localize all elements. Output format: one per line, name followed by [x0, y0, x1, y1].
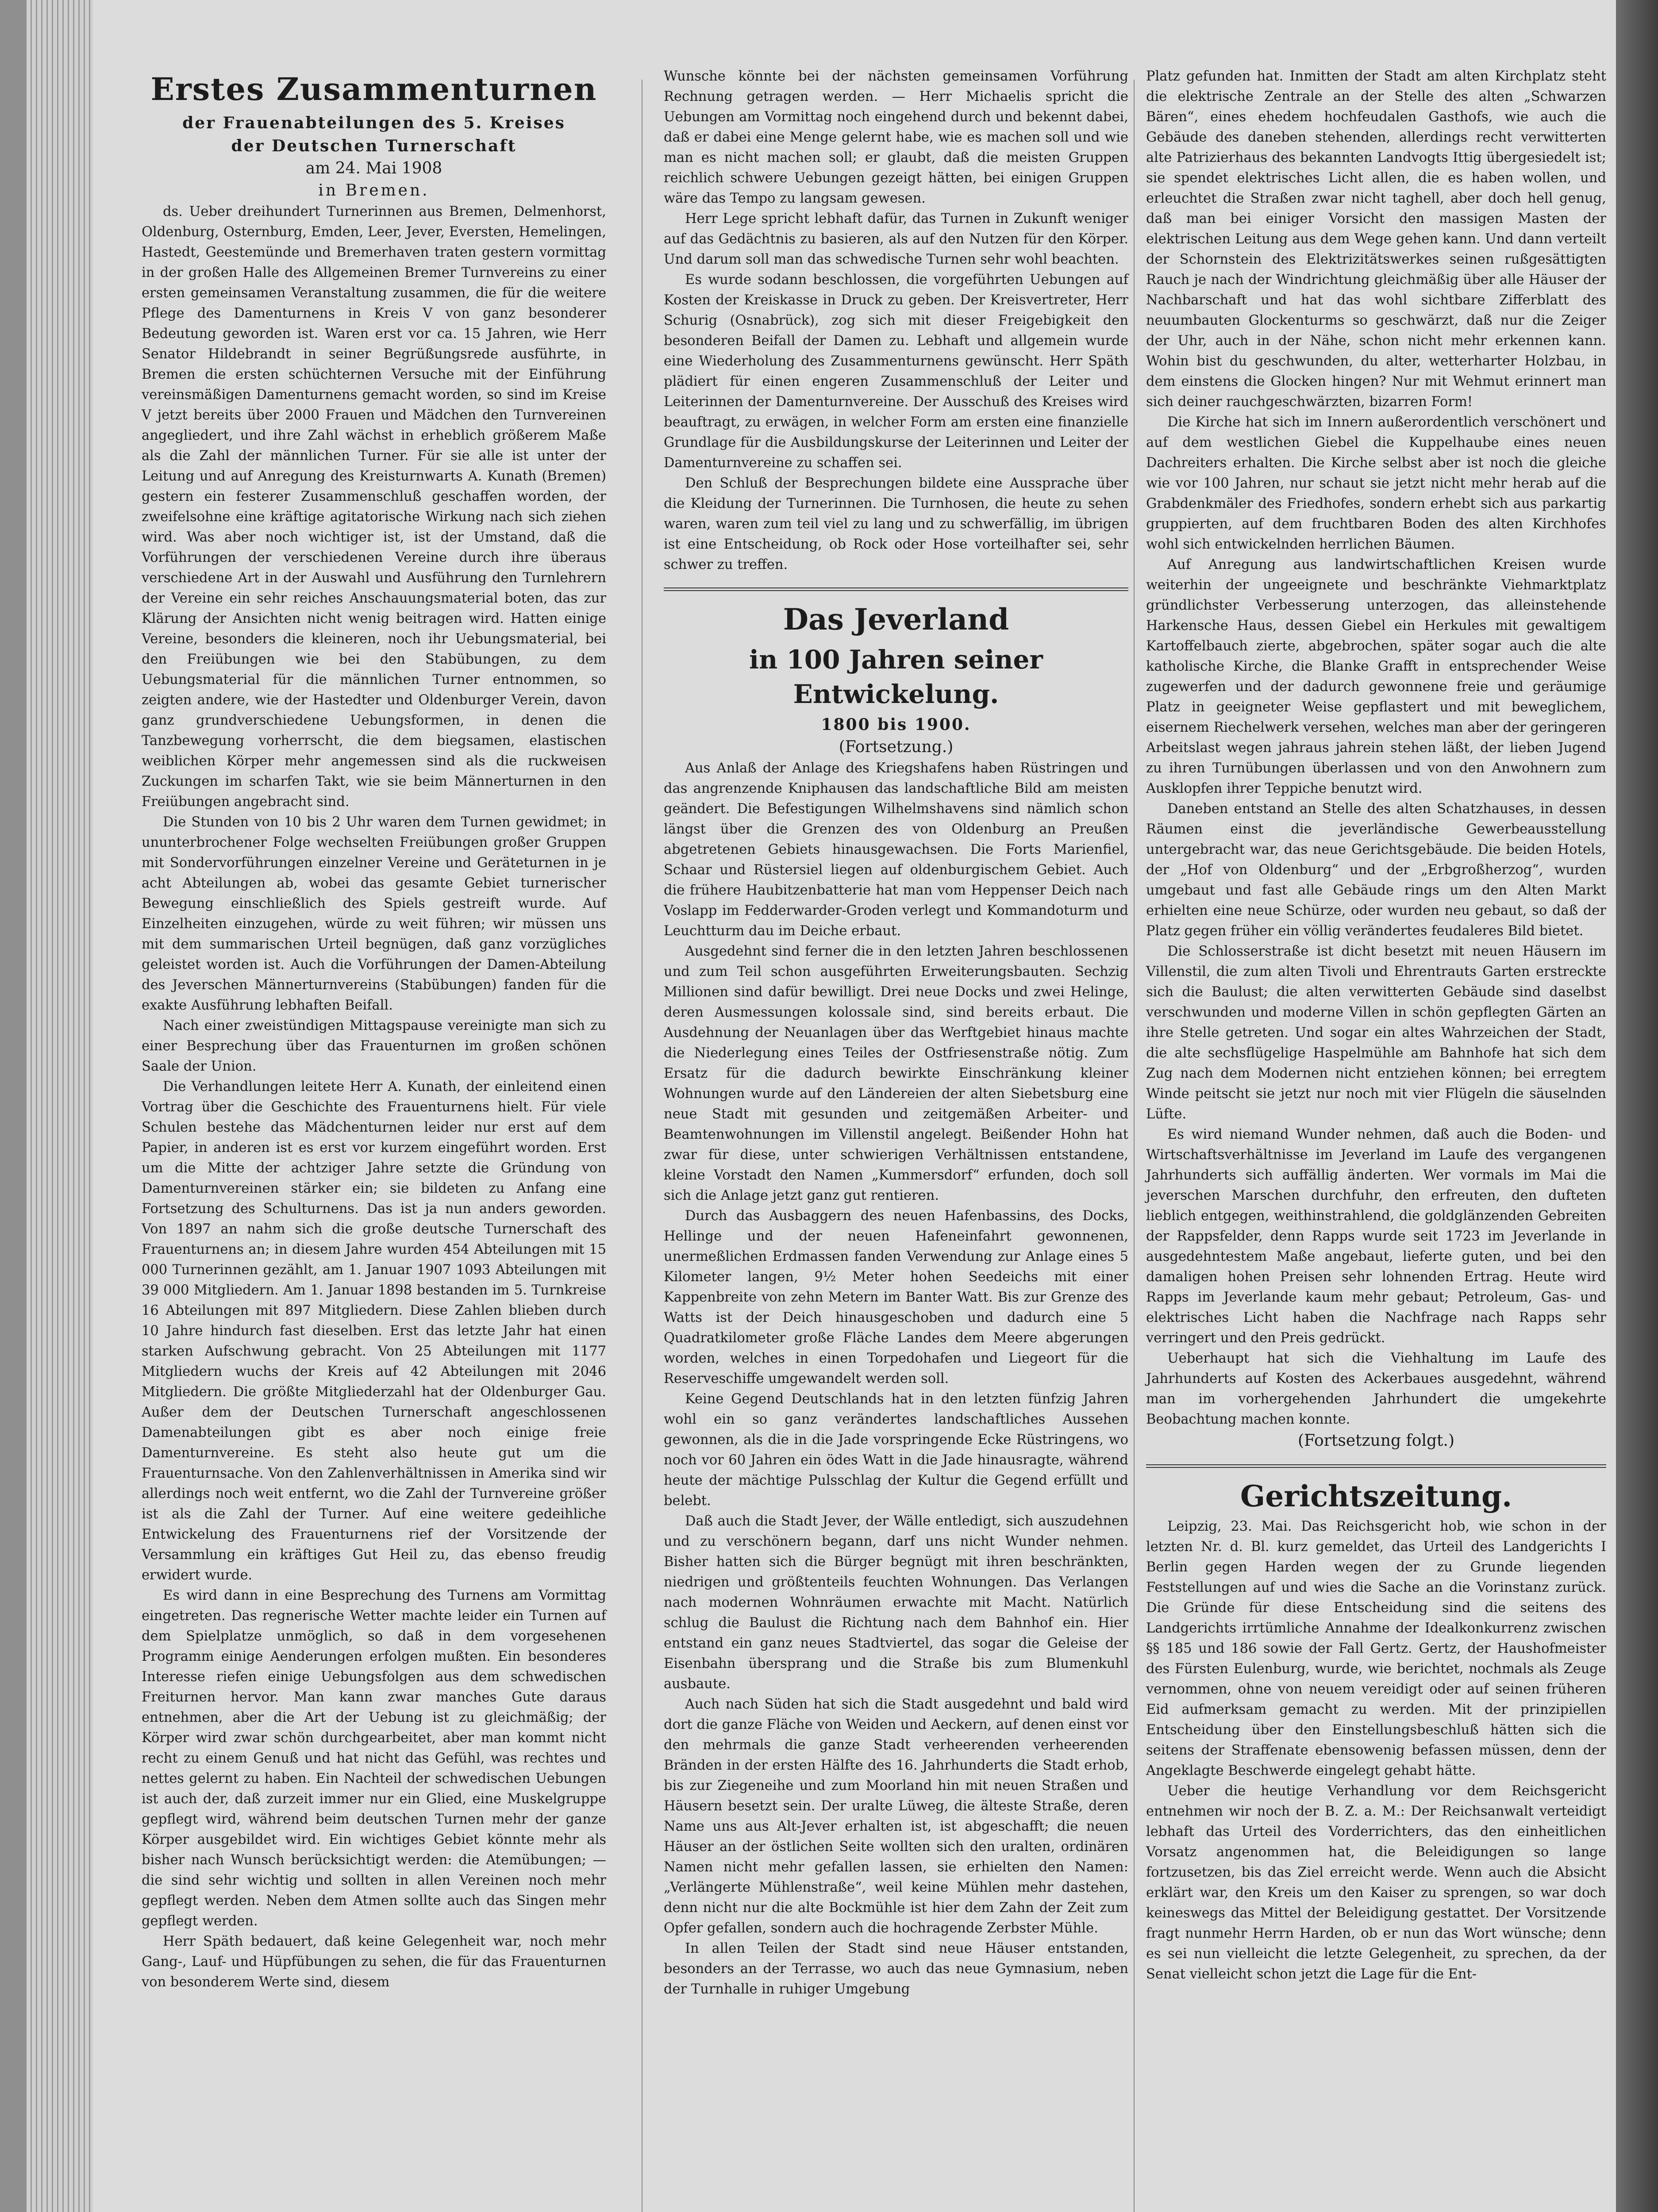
- paragraph: Aus Anlaß der Anlage des Kriegshafens haben Rüstringen und das angrenzende Kniphausen das landschaftliche Bild am meisten geändert. Die Befestigungen Wilhelmshavens sind nämlich schon längst über die Grenzen des von Oldenburg an Preußen abgetretenen Gebiets hinausgewachsen. Die Forts Marienfiel, Schaar und Rüstersiel liegen auf oldenburgischem Gebiet. Auch die frühere Haubitzenbatterie hat man vom Heppenser Deich nach Voslapp im Fedderwarder-Groden verlegt und Kommandoturm und Leuchtturm dau im Deiche erbaut.: [664, 760, 1128, 939]
- paragraph: Herr Lege spricht lebhaft dafür, das Turnen in Zukunft weniger auf das Gedächtnis zu basieren, als auf den Nutzen für den Körper. Und darum soll man das schwedische Turnen sehr wohl beachten.: [664, 211, 1128, 267]
- column-2: [664, 66, 1128, 2000]
- column-3: [1146, 66, 1606, 1985]
- section-divider: [664, 588, 1128, 591]
- paragraph: Die Stunden von 10 bis 2 Uhr waren dem Turnen gewidmet; in ununterbrochener Folge wechselten Freiübungen großer Gruppen mit Sondervorführungen einzelner Vereine und Geräteturnen in je acht Abteilungen ab, wobei das gesamte Gebiet turnerischer Bewegung einschließlich des Spiels gestreift wurde. Auf Einzelheiten einzugehen, würde zu weit führen; wir müssen uns mit dem summarischen Urteil begnügen, daß ganz vorzügliches geleistet worden ist. Auch die Vorführungen der Damen-Abteilung des Jeverschen Männerturnvereins (Stabübungen) fanden für die exakte Ausführung lebhaften Beifall.: [142, 814, 606, 1013]
- article-title-line2: in 100 Jahren seiner Entwickelung.: [749, 645, 1043, 709]
- paragraph: Leipzig, 23. Mai. Das Reichsgericht hob, wie schon in der letzten Nr. d. Bl. kurz gemeldet, das Urteil des Landgerichts I Berlin gegen Harden wegen der zu Grunde liegenden Feststellungen auf und wies die Sache an die Vorinstanz zurück. Die Gründe für diese Entscheidung sind die seitens des Landgerichts irrtümliche Annahme der Idealkonkurrenz zwischen §§ 185 und 186 sowie der Fall Gertz. Gertz, der Haushofmeister des Fürsten Eulenburg, wurde, wie berichtet, nochmals als Zeuge vernommen, ohne von neuem vereidigt oder auf seinen früheren Eid aufmerksam gemacht zu werden. Mit der prinzipiellen Entscheidung über den Einstellungsbeschluß hätten sich die seitens der Straffenate ebensowenig befassen müssen, denn der Angeklagte Beschwerde eingelegt gehabt hätte.: [1146, 1519, 1606, 1778]
- continuation-note: (Fortsetzung.): [839, 738, 954, 756]
- paragraph: ds. Ueber dreihundert Turnerinnen aus Bremen, Delmenhorst, Oldenburg, Osternburg, Emden, Leer, Jever, Eversten, Hemelingen, Hastedt, Geestemünde und Bremerhaven traten gestern vormittag in der großen Halle des Allgemeinen Bremer Turnvereins zu einer ersten gemeinsamen Veranstaltung zusammen, die für die weitere Pflege des Damenturnens in Kreis V von ganz besonderer Bedeutung geworden ist. Waren erst vor ca. 15 Jahren, wie Herr Senator Hildebrandt in seiner Begrüßungsrede ausführte, in Bremen die ersten schüchternen Versuche mit der Einführung vereinsmäßigen Damenturnens gemacht worden, so sind im Kreise V jetzt bereits über 2000 Frauen und Mädchen den Turnvereinen angegliedert, und ihre Zahl wächst in erheblich größerem Maße als die Zahl der männlichen Turner. Für sie alle ist unter der Leitung und auf Anregung des Kreisturnwarts A. Kunath (Bremen) gestern ein festerer Zusammenschluß geschaffen worden, der zweifelsohne eine kräftige agitatorische Wirkung nach sich ziehen wird. Was aber noch wichtiger ist, ist der Umstand, daß die Vorführungen der verschiedenen Vereine durch ihre überaus verschiedene Art in der Auswahl und Ausführung den Turnlehrern der Vereine ein sehr reiches Anschauungsmaterial boten, das zur Klärung der Ansichten nicht wenig beitragen wird. Hatten einige Vereine, besonders die kleineren, noch ihr Uebungsmaterial, bei den Freiübungen wie bei den Stabübungen, zu dem Uebungsmaterial für die männlichen Turner entnommen, so zeigten andere, wie der Hastedter und Oldenburger Verein, davon ganz grundverschiedene Uebungsformen, in denen die Tanzbewegung vorherrscht, die dem biegsamen, elastischen weiblichen Körper mehr angemessen sind als die ruckweisen Zuckungen im scharfen Takt, wie sie beim Männerturnen in den Freiübungen angebracht sind.: [142, 204, 606, 810]
- paragraph: Es wird dann in eine Besprechung des Turnens am Vormittag eingetreten. Das regnerische Wetter machte leider ein Turnen auf dem Spielplatze unmöglich, so daß in dem vorgesehenen Programm einige Aenderungen erfolgen mußten. Ein besonderes Interesse riefen einige Uebungsfolgen aus dem schwedischen Freiturnen hervor. Man kann zwar manches Gute daraus entnehmen, aber die Art der Uebung ist zu gleichmäßig; der Körper wird zwar schön durchgearbeitet, aber man kommt nicht recht zu einem Genuß und hat nicht das Gefühl, was rechtes und nettes gelernt zu haben. Ein Nachteil der schwedischen Uebungen ist auch der, daß zurzeit immer nur ein Glied, eine Muskelgruppe gepflegt wird, während beim deutschen Turnen mehr der ganze Körper ausgebildet wird. Ein wichtiges Gebiet könnte mehr als bisher nach Wunsch berücksichtigt werden: die Atemübungen; — die sind sehr wichtig und sollten in allen Vereinen noch mehr gepflegt werden. Neben dem Atmen sollte auch das Singen mehr gepflegt werden.: [142, 1588, 606, 1929]
- paragraph: In allen Teilen der Stadt sind neue Häuser entstanden, besonders an der Terrasse, wo auch das neue Gymnasium, neben der Turnhalle in ruhiger Umgebung: [664, 1941, 1128, 1997]
- continuation-note: (Fortsetzung folgt.): [1298, 1432, 1454, 1450]
- article-place: in Bremen.: [318, 181, 430, 200]
- paragraph: Nach einer zweistündigen Mittagspause vereinigte man sich zu einer Besprechung über das Frauenturnen im großen schönen Saale der Union.: [142, 1018, 606, 1074]
- paragraph: Platz gefunden hat. Inmitten der Stadt am alten Kirchplatz steht die elektrische Zentrale an der Stelle des alten „Schwarzen Bären“, eines ehedem hochfeudalen Gasthofs, wie auch die Gebäude des daneben stehenden, allerdings recht verwitterten alte Patrizierhaus des bekannten Landvogts Ittig übergesiedelt ist; sie spendet elektrisches Licht allen, die es haben wollen, und erleuchtet die Straßen zwar nicht taghell, aber doch hell genug, daß man bei einiger Vorsicht den massigen Masten der elektrischen Leitung aus dem Wege gehen kann. Und dann verteilt der Schornstein des Elektrizitätswerkes seinen rußgesättigten Rauch je nach der Windrichtung gleichmäßig über alle Häuser der Nachbarschaft und hat das wohl sichtbare Zifferblatt des neuumbauten Glockenturms so geschwärzt, daß nur die Zeiger der Uhr, auch in der Nähe, schon nicht mehr erkennen kann. Wohin bist du geschwunden, du alter, wetterharter Holzbau, in dem einstens die Glocken hingen? Nur mit Wehmut erinnert man sich deiner rauchgeschwärzten, bizarren Form!: [1146, 69, 1606, 410]
- column-1: [142, 66, 606, 1993]
- paragraph: Es wird niemand Wunder nehmen, daß auch die Boden- und Wirtschaftsverhältnisse im Jeverland im Laufe des vergangenen Jahrhunderts sich auffällig änderten. Wer vormals im Mai die jeverschen Marschen durchfuhr, den erfreuten, den dufteten lieblich entgegen, weithinstrahlend, die goldglänzenden Gebreiten der Rappsfelder, denn Rapps wurde seit 1723 im Jeverlande in ausgedehntestem Maße angebaut, lieferte guten, und bei den damaligen hohen Preisen sehr lohnenden Ertrag. Heute wird Rapps im Jeverlande kaum mehr gebaut; Petroleum, Gas- und elektrisches Licht haben die Nachfrage nach Rapps sehr verringert und den Preis gedrückt.: [1146, 1127, 1606, 1346]
- article-years: 1800 bis 1900.: [821, 715, 971, 734]
- article-title: Das Jeverland: [783, 602, 1009, 637]
- paragraph: Durch das Ausbaggern des neuen Hafenbassins, des Docks, Hellinge und der neuen Hafeneinfahrt gewonnenen, unermeßlichen Erdmassen fanden Verwendung zur Anlage eines 5 Kilometer langen, 9½ Meter hohen Seedeichs mit einer Kappenbreite von zehn Metern im Banter Watt. Bis zur Grenze des Watts ist der Deich hinausgeschoben und dadurch eine 5 Quadratkilometer große Fläche Landes dem Meere abgerungen worden, welches in einen Torpedohafen und Liegeort für die Reserveschiffe umgewandelt werden soll.: [664, 1208, 1128, 1386]
- paragraph: Auf Anregung aus landwirtschaftlichen Kreisen wurde weiterhin der ungeeignete und beschränkte Viehmarktplatz gründlichster Verbesserung unterzogen, das alleinstehende Harkensche Haus, dessen Giebel ein Herkules mit gewaltigem Kartoffelbauch zierte, abgebrochen, später sogar auch die alte katholische Kirche, die Blanke Grafft in entsprechender Weise zugewerfen und der dadurch gewonnene freie und geräumige Platz in geeigneter Weise gepflastert und mit beweglichem, eisernem Riechelwerk versehen, welches man aber der geringeren Arbeitslast wegen jahraus jahrein stehen läßt, der lieben Jugend zu ihren Turnübungen überlassen und von den Anwohnern zum Ausklopfen ihrer Teppiche benutzt wird.: [1146, 557, 1606, 796]
- paragraph: Den Schluß der Besprechungen bildete eine Aussprache über die Kleidung der Turnerinnen. Die Turnhosen, die heute zu sehen waren, waren zum teil viel zu lang und zu schwerfällig, im übrigen ist eine Entscheidung, ob Rock oder Hose vorteilhafter sei, sehr schwer zu treffen.: [664, 476, 1128, 572]
- column-rule: [1134, 80, 1135, 2212]
- paragraph: Auch nach Süden hat sich die Stadt ausgedehnt und bald wird dort die ganze Fläche von Weiden und Aeckern, auf denen einst vor den mehrmals die ganze Stadt verheerenden verheerenden Bränden in der ersten Hälfte des 16. Jahrhunderts die Stadt erhob, bis zur Ziegeneihe und zum Moorland hin mit neuen Straßen und Häusern besetzt sein. Der uralte Lüweg, die älteste Straße, deren Name uns aus Alt-Jever erhalten ist, ist abgeschafft; die neuen Häuser an der östlichen Seite wollten sich den uralten, ordinären Namen nicht mehr gefallen lassen, sie erhielten den Namen: „Verlängerte Mühlenstraße“, weil keine Mühlen mehr dastehen, denn nicht nur die alte Bockmühle ist hier dem Zahn der Zeit zum Opfer gefallen, sondern auch die hochragende Zerbster Mühle.: [664, 1697, 1128, 1936]
- article-date: am 24. Mai 1908: [305, 159, 442, 177]
- paragraph: Die Verhandlungen leitete Herr A. Kunath, der einleitend einen Vortrag über die Geschichte des Frauenturnens hielt. Für viele Schulen bestehe das Mädchenturnen leider nur erst auf dem Papier, in anderen ist es erst vor kurzem eingeführt worden. Erst um die Mitte der achtziger Jahre setzte die Gründung von Damenturnvereinen stärker ein; sie bildeten zu Anfang eine Fortsetzung des Schulturnens. Das ist ja nun anders geworden. Von 1897 an nahm sich die große deutsche Turnerschaft des Frauenturnens an; in diesem Jahre wurden 454 Abteilungen mit 15 000 Turnerinnen gezählt, am 1. Januar 1907 1093 Abteilungen mit 39 000 Mitgliedern. Am 1. Januar 1898 bestanden im 5. Turnkreise 16 Abteilungen mit 897 Mitgliedern. Diese Zahlen blieben durch 10 Jahre hindurch fast dieselben. Erst das letzte Jahr hat einen starken Aufschwung gebracht. Von 25 Abteilungen mit 1177 Mitgliedern wuchs der Kreis auf 42 Abteilungen mit 2046 Mitgliedern. Die größte Mitgliederzahl hat der Oldenburger Gau. Außer dem der Deutschen Turnerschaft angeschlossenen Damenabteilungen gibt es aber noch einige freie Damenturnvereine. Es steht also heute gut um die Frauenturnsache. Von den Zahlenverhältnissen in Amerika sind wir allerdings noch weit entfernt, wo die Zahl der Turnvereine größer ist als die Zahl der Turner. Auf eine weitere gedeihliche Entwickelung des Frauenturnens rief der Vorsitzende der Versammlung ein kräftiges Gut Heil zu, das ebenso freudig erwidert wurde.: [142, 1079, 606, 1583]
- paragraph: Herr Späth bedauert, daß keine Gelegenheit war, noch mehr Gang-, Lauf- und Hüpfübungen zu sehen, die für das Frauenturnen von besonderem Werte sind, diesem: [142, 1934, 606, 1990]
- paragraph: Die Kirche hat sich im Innern außerordentlich verschönert und auf dem westlichen Giebel die Kuppelhaube eines neuen Dachreiters erhalten. Die Kirche selbst aber ist noch die gleiche wie vor 100 Jahren, nur schaut sie jetzt nicht mehr herab auf die Grabdenkmäler des Friedhofes, sondern erhebt sich aus parkartig gruppierten, auf dem fruchtbaren Boden des alten Kirchhofes wohl sich entwickelnden herrlichen Bäumen.: [1146, 415, 1606, 552]
- paragraph: Keine Gegend Deutschlands hat in den letzten fünfzig Jahren wohl ein so ganz verändertes landschaftliches Aussehen gewonnen, als die in die Jade vorspringende Ecke Rüstringens, wo noch vor 60 Jahren ein ödes Watt in die Jade hinausragte, während heute der mächtige Pulsschlag der Kultur die Gegend erfüllt und belebt.: [664, 1391, 1128, 1509]
- article-title: Gerichtszeitung.: [1240, 1479, 1512, 1513]
- article-subtitle: der Frauenabteilungen des 5. Kreises: [182, 114, 565, 132]
- newspaper-page: [93, 0, 1620, 2212]
- paragraph: Daß auch die Stadt Jever, der Wälle entledigt, sich auszudehnen und zu verschönern begann, darf uns nicht Wunder nehmen. Bisher hatten sich die Bürger begnügt mit ihren beschränkten, niedrigen und größtenteils feuchten Wohnungen. Das Verlangen nach modernen Wohnräumen erwachte mit Macht. Natürlich schlug die Baulust die Richtung nach dem Bahnhof ein. Hier entstand ein ganz neues Stadtviertel, das sogar die Geleise der Eisenbahn übersprang und die Straße bis zum Blumenkuhl ausbaute.: [664, 1513, 1128, 1692]
- page-edges: [27, 0, 93, 2212]
- paragraph: Die Schlosserstraße ist dicht besetzt mit neuen Häusern im Villenstil, die zum alten Tivoli und Ehrentrauts Garten erstreckte sich die Baulust; die alten verwitterten Gebäude sind daselbst verschwunden und moderne Villen in schön gepflegten Gärten an ihre Stelle getreten. Und sogar ein altes Wahrzeichen der Stadt, die alte sechsflügelige Haspelmühle am Bahnhofe hat sich dem Zug nach dem Modernen nicht entziehen können; bei erregtem Winde peitscht sie jetzt nur noch mit vier Flügeln die säuselnden Lüfte.: [1146, 944, 1606, 1122]
- paragraph: Ueberhaupt hat sich die Viehhaltung im Laufe des Jahrhunderts auf Kosten des Ackerbaues ausgedehnt, während man im vorhergehenden Jahrhundert die umgekehrte Beobachtung machen konnte.: [1146, 1351, 1606, 1427]
- article-title: Erstes Zusammenturnen: [150, 71, 597, 108]
- paragraph: Daneben entstand an Stelle des alten Schatzhauses, in dessen Räumen einst die jeverländische Gewerbeausstellung untergebracht war, das neue Gerichtsgebäude. Die beiden Hotels, der „Hof von Oldenburg“ und der „Erbgroßherzog“, wurden umgebaut und fast alle Gebäude rings um den Alten Markt erhielten eine neue Schürze, oder wurden neu gebaut, so daß der Platz gegen früher ein völlig verändertes feudaleres Bild bietet.: [1146, 801, 1606, 939]
- paragraph: Es wurde sodann beschlossen, die vorgeführten Uebungen auf Kosten der Kreiskasse in Druck zu geben. Der Kreisvertreter, Herr Schurig (Osnabrück), zog sich mit dieser Freigebigkeit den besonderen Beifall der Damen zu. Lebhaft und allgemein wurde eine Wiederholung des Zusammenturnens gewünscht. Herr Späth plädiert für einen engeren Zusammenschluß der Leiter und Leiterinnen der Damenturnvereine. Der Ausschuß des Kreises wird beauftragt, zu erwägen, in welcher Form am ersten eine finanzielle Grundlage für die Ausbildungskurse der Leiterinnen und Leiter der Damenturnvereine zu schaffen sei.: [664, 272, 1128, 471]
- paragraph: Wunsche könnte bei der nächsten gemeinsamen Vorführung Rechnung getragen werden. — Herr Michaelis spricht die Uebungen am Vormittag noch eingehend durch und bekennt dabei, daß er dabei eine Menge gelernt habe, wie es machen soll und wie man es nicht machen soll; er glaubt, daß die meisten Gruppen reichlich schwere Uebungen gezeigt hätten, bei einigen Gruppen wäre das Tempo zu langsam gewesen.: [664, 69, 1128, 206]
- scanner-background: [1616, 0, 1658, 2212]
- article-subtitle: der Deutschen Turnerschaft: [231, 137, 517, 155]
- section-divider: [1146, 1464, 1606, 1468]
- paragraph: Ueber die heutige Verhandlung vor dem Reichsgericht entnehmen wir noch der B. Z. a. M.: Der Reichsanwalt verteidigt lebhaft das Urteil des Vorderrichters, das den einheitlichen Vorsatz angenommen hat, die Beleidigungen so lange fortzusetzen, bis das Ziel erreicht werde. Wenn auch die Absicht erklärt war, den Kreis um den Kaiser zu sprengen, so war doch keineswegs das Mittel der Beleidigung gestattet. Der Vorsitzende fragt nunmehr Herrn Harden, ob er nun das Wort wünsche; denn es sei nun vielleicht die letzte Gelegenheit, zu sprechen, da der Senat vielleicht schon jetzt die Lage für die Ent-: [1146, 1783, 1606, 1982]
- paragraph: Ausgedehnt sind ferner die in den letzten Jahren beschlossenen und zum Teil schon ausgeführten Erweiterungsbauten. Sechzig Millionen sind dafür bewilligt. Drei neue Docks und zwei Helinge, deren Ausmessungen kolossale sind, sind bereits erbaut. Die Ausdehnung der Neuanlagen über das Werftgebiet hinaus machte die Niederlegung eines Teiles der Ostfriesenstraße nötig. Zum Ersatz für die dadurch bewirkte Einschränkung kleiner Wohnungen wurde auf den Ländereien der alten Siebetsburg eine neue Stadt mit gesunden und zeitgemäßen Arbeiter- und Beamtenwohnungen im Villenstil angelegt. Beißender Hohn hat zwar für diese, unter schwierigen Verhältnissen entstandene, kleine Vorstadt den Namen „Kummersdorf“ erfunden, doch soll sich die Anlage jetzt ganz gut rentieren.: [664, 944, 1128, 1203]
